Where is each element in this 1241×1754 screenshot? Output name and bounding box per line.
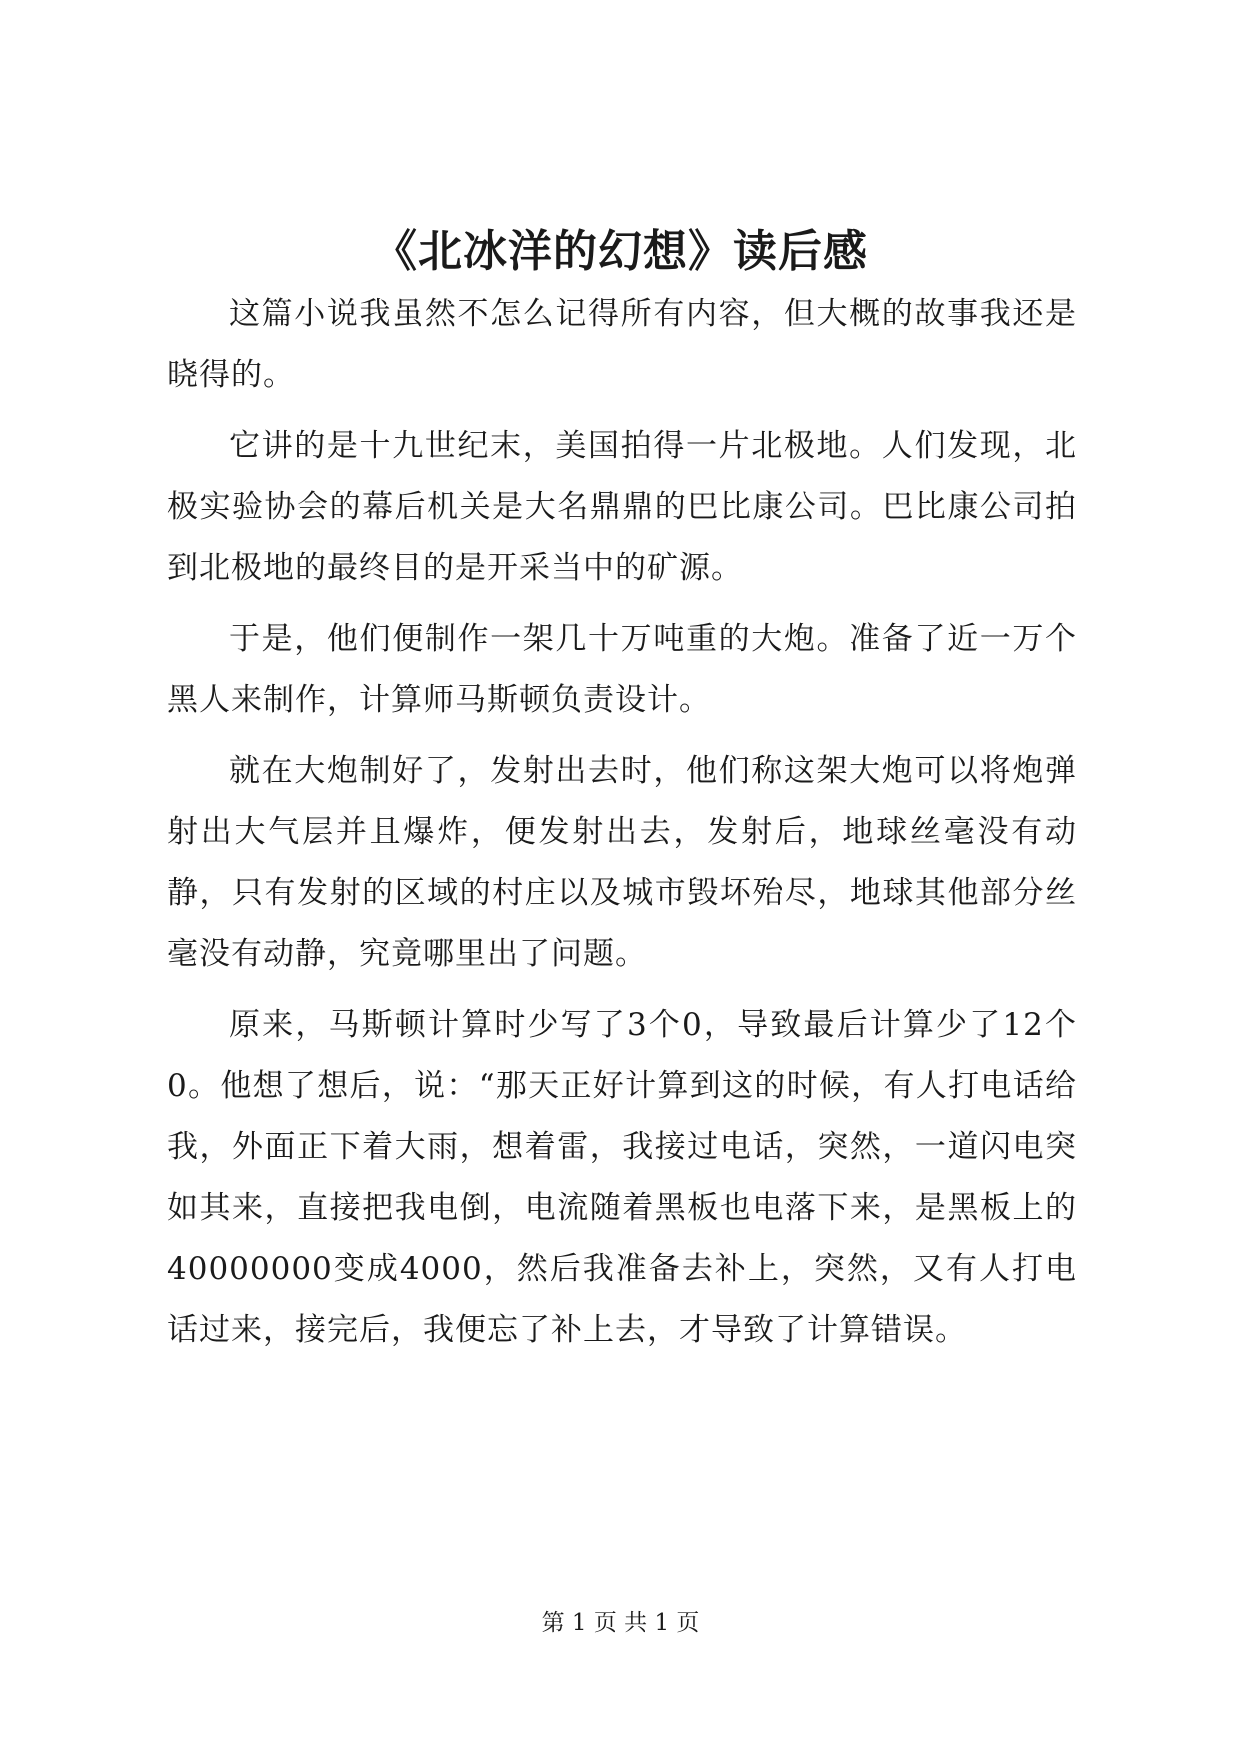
paragraph: 就在大炮制好了，发射出去时，他们称这架大炮可以将炮弹射出大气层并且爆炸，便发射出去，发射后，地球丝毫没有动静，只有发射的区域的村庄以及城市毁坏殆尽，地球其他部分丝毫没有动静，究竟哪里出了问题。: [167, 753, 1077, 972]
paragraph: 这篇小说我虽然不怎么记得所有内容，但大概的故事我还是晓得的。: [167, 296, 1077, 393]
paragraph: 于是，他们便制作一架几十万吨重的大炮。准备了近一万个黑人来制作，计算师马斯顿负责设计。: [167, 621, 1077, 718]
paragraph: 原来，马斯顿计算时少写了3个0，导致最后计算少了12个0。他想了想后，说：“那天正好计算到这的时候，有人打电话给我，外面正下着大雨，想着雷，我接过电话，突然，一道闪电突如其来，直接把我电倒，电流随着黑板也电落下来，是黑板上的40000000变成4000，然后我准备去补上，突然，又有人打电话过来，接完后，我便忘了补上去，才导致了计算错误。: [167, 1007, 1077, 1348]
document-title: 《北冰洋的幻想》读后感: [373, 226, 868, 277]
document-body: [167, 284, 1077, 1371]
paragraph: 它讲的是十九世纪末，美国拍得一片北极地。人们发现，北极实验协会的幕后机关是大名鼎鼎的巴比康公司。巴比康公司拍到北极地的最终目的是开采当中的矿源。: [167, 428, 1077, 586]
page-number-footer: 第 1 页 共 1 页: [541, 1610, 700, 1636]
